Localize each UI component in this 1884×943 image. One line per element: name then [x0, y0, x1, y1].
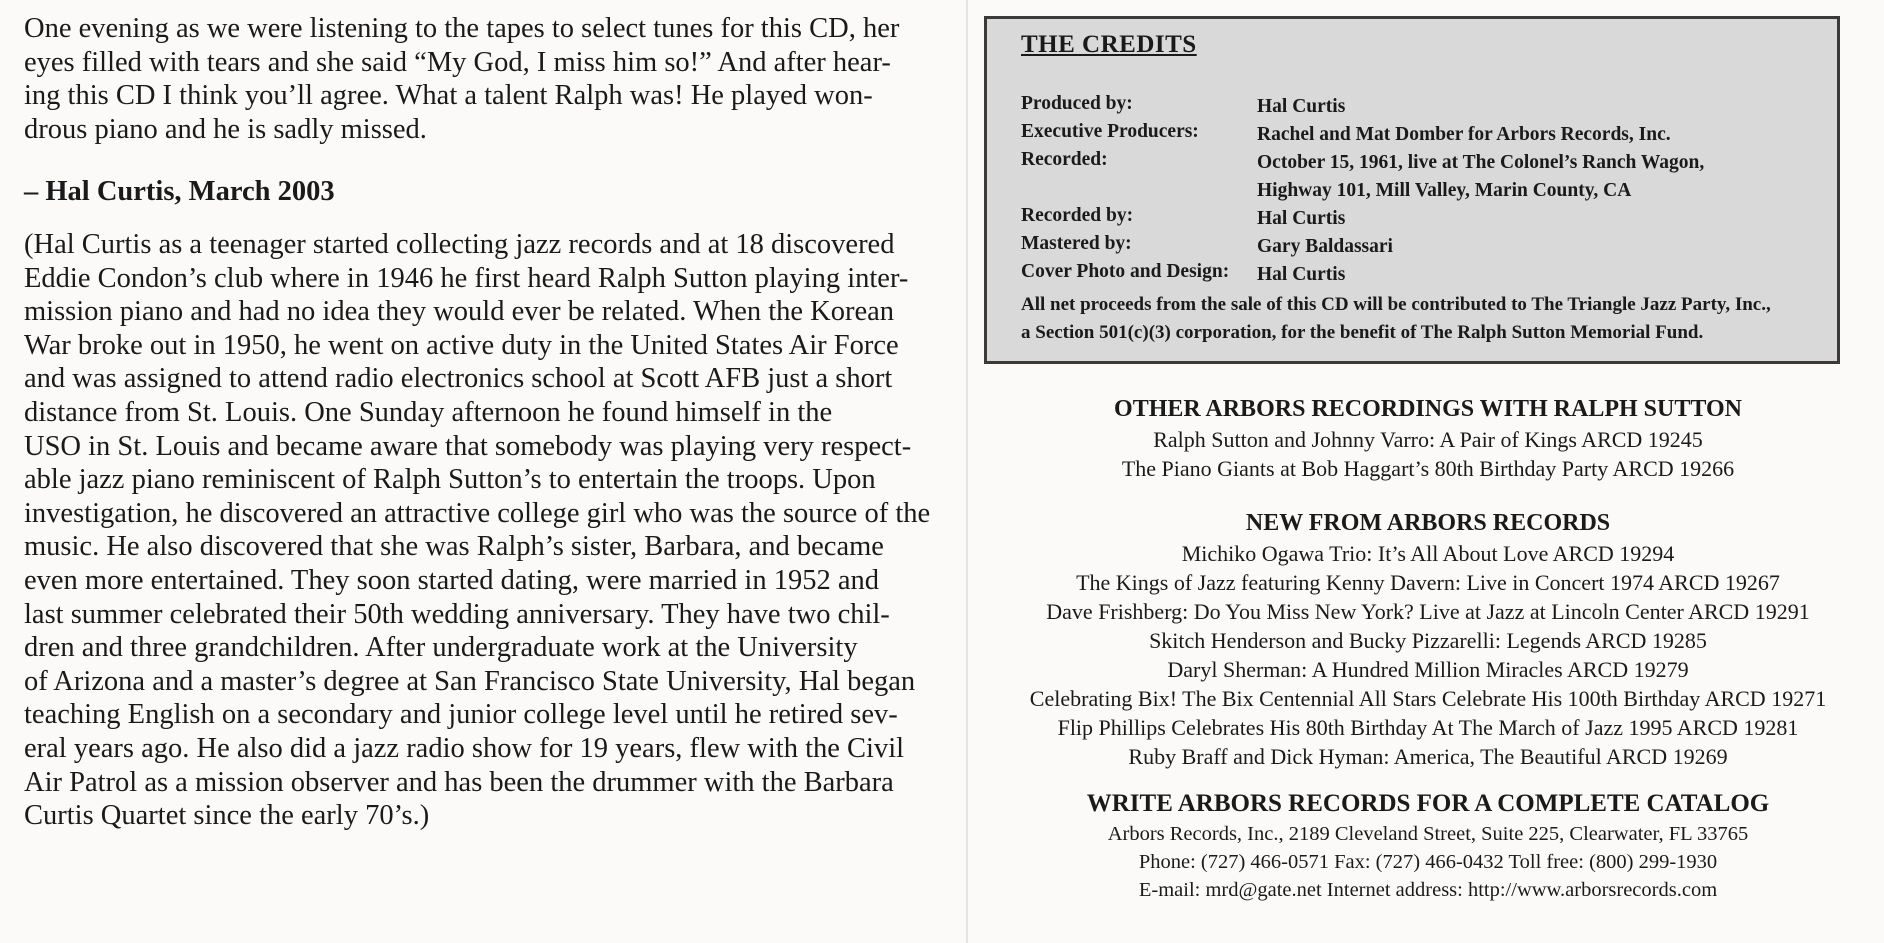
other-recordings-list	[972, 425, 1884, 483]
catalog-section	[972, 790, 1884, 904]
credit-label: Executive Producers:	[1021, 121, 1199, 142]
credit-value	[1257, 93, 1345, 121]
new-releases-list	[972, 539, 1884, 771]
email-web-line: E-mail: mrd@gate.net Internet address: http://www.arborsrecords.com	[1138, 879, 1718, 901]
credit-value	[1257, 205, 1345, 233]
bio-line: Air Patrol as a mission observer and has been the drummer with the Barbara	[24, 766, 894, 798]
credit-label: Produced by:	[1021, 93, 1133, 114]
list-item: Michiko Ogawa Trio: It’s All About Love ARCD 19294	[1181, 541, 1675, 566]
intro-line: One evening as we were listening to the tapes to select tunes for this CD, her	[24, 13, 900, 44]
credit-value-line: Highway 101, Mill Valley, Marin County, CA	[1257, 180, 1632, 201]
other-recordings-section	[972, 396, 1884, 483]
other-recordings-heading: OTHER ARBORS RECORDINGS WITH RALPH SUTTON	[1114, 396, 1742, 422]
phone-line: Phone: (727) 466-0571 Fax: (727) 466-0432 Toll free: (800) 299-1930	[1138, 851, 1718, 873]
credit-label: Recorded by:	[1021, 205, 1134, 226]
credit-value-line: October 15, 1961, live at The Colonel’s Ranch Wagon,	[1257, 152, 1705, 173]
bio-line: of Arizona and a master’s degree at San Francisco State University, Hal began	[24, 665, 916, 697]
new-releases-heading: NEW FROM ARBORS RECORDS	[1245, 510, 1611, 536]
bio-line: able jazz piano reminiscent of Ralph Sutton’s to entertain the troops. Upon	[24, 464, 876, 496]
credits-title: THE CREDITS	[1021, 31, 1197, 58]
list-item: Celebrating Bix! The Bix Centennial All Stars Celebrate His 100th Birthday ARCD 19271	[1029, 686, 1827, 711]
credit-value	[1257, 121, 1671, 149]
bio-line: eral years ago. He also did a jazz radio show for 19 years, flew with the Civil	[24, 732, 905, 764]
credit-label: Mastered by:	[1021, 233, 1132, 254]
bio-line: War broke out in 1950, he went on active duty in the United States Air Force	[24, 329, 899, 361]
bio-line: Curtis Quartet since the early 70’s.)	[24, 800, 430, 832]
address-line: Arbors Records, Inc., 2189 Cleveland Street, Suite 225, Clearwater, FL 33765	[1107, 823, 1749, 845]
right-page	[972, 0, 1884, 943]
intro-paragraph	[24, 12, 924, 146]
new-releases-section	[972, 510, 1884, 771]
list-item: Ruby Braff and Dick Hyman: America, The Beautiful ARCD 19269	[1128, 744, 1728, 769]
credit-value-line: Gary Baldassari	[1257, 236, 1393, 257]
credit-label: Cover Photo and Design:	[1021, 261, 1230, 282]
credit-value-line: Hal Curtis	[1257, 208, 1346, 229]
list-item: Flip Phillips Celebrates His 80th Birthday At The March of Jazz 1995 ARCD 19281	[1057, 715, 1799, 740]
list-item: Dave Frishberg: Do You Miss New York? Live at Jazz at Lincoln Center ARCD 19291	[1046, 599, 1810, 624]
credit-label: Recorded:	[1021, 149, 1108, 170]
credit-value	[1257, 261, 1345, 289]
proceeds-note-line: All net proceeds from the sale of this CD will be contributed to The Triangle Jazz Party, Inc.,	[1021, 294, 1771, 315]
credit-value	[1257, 149, 1704, 205]
list-item: Ralph Sutton and Johnny Varro: A Pair of Kings ARCD 19245	[1153, 427, 1703, 452]
proceeds-note	[1021, 291, 1841, 347]
page-fold	[966, 0, 968, 943]
credit-value	[1257, 233, 1393, 261]
intro-line: drous piano and he is sadly missed.	[24, 113, 427, 145]
bio-line: distance from St. Louis. One Sunday afternoon he found himself in the	[24, 396, 833, 428]
bio-line: investigation, he discovered an attractive college girl who was the source of the	[24, 497, 931, 529]
bio-line: USO in St. Louis and became aware that somebody was playing very respect-	[24, 430, 912, 462]
bio-line: Eddie Condon’s club where in 1946 he first heard Ralph Sutton playing inter-	[24, 262, 909, 294]
catalog-contact	[972, 820, 1884, 904]
bio-line: mission piano and had no idea they would ever be related. When the Korean	[24, 296, 895, 328]
bio-line: music. He also discovered that she was Ralph’s sister, Barbara, and became	[24, 531, 884, 563]
proceeds-note-line: a Section 501(c)(3) corporation, for the benefit of The Ralph Sutton Memorial Fund.	[1021, 322, 1704, 343]
list-item: Skitch Henderson and Bucky Pizzarelli: Legends ARCD 19285	[1149, 628, 1707, 653]
list-item: The Piano Giants at Bob Haggart’s 80th Birthday Party ARCD 19266	[1121, 456, 1735, 481]
list-item: The Kings of Jazz featuring Kenny Davern: Live in Concert 1974 ARCD 19267	[1076, 570, 1780, 595]
bio-line: dren and three grandchildren. After undergraduate work at the University	[24, 632, 858, 664]
credit-value-line: Hal Curtis	[1257, 96, 1346, 117]
credit-value-line: Rachel and Mat Domber for Arbors Records, Inc.	[1257, 124, 1671, 145]
bio-line: (Hal Curtis as a teenager started collecting jazz records and at 18 discovered	[24, 229, 895, 260]
credit-value-line: Hal Curtis	[1257, 264, 1346, 285]
byline: – Hal Curtis, March 2003	[24, 176, 335, 207]
bio-line: even more entertained. They soon started dating, were married in 1952 and	[24, 564, 879, 596]
bio-line: teaching English on a secondary and junior college level until he retired sev-	[24, 699, 898, 731]
intro-line: ing this CD I think you’ll agree. What a talent Ralph was! He played won-	[24, 80, 873, 112]
catalog-heading: WRITE ARBORS RECORDS FOR A COMPLETE CATALOG	[1086, 790, 1770, 817]
bio-line: and was assigned to attend radio electronics school at Scott AFB just a short	[24, 363, 893, 395]
bio-paragraph	[24, 228, 931, 833]
list-item: Daryl Sherman: A Hundred Million Miracles ARCD 19279	[1167, 657, 1689, 682]
intro-line: eyes filled with tears and she said “My God, I miss him so!” And after hear-	[24, 46, 891, 78]
credits-box	[984, 16, 1840, 364]
bio-line: last summer celebrated their 50th wedding anniversary. They have two chil-	[24, 598, 890, 630]
